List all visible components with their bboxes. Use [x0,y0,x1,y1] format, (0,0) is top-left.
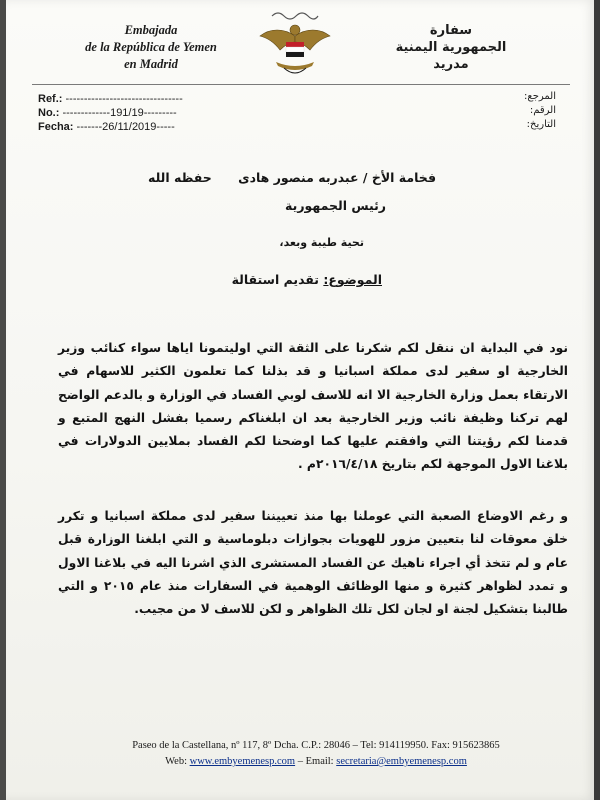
footer-contacts [106,754,526,770]
web-label: Web: [165,756,188,767]
subject-text: تقديم استقالة [231,272,319,287]
letterhead-line: en Madrid [124,57,178,71]
arabic-ref-label: المرجع: [524,91,556,102]
addressee: فخامة الأخ / عبدربه منصور هادى [238,170,436,185]
yemen-eagle-emblem-icon [254,6,336,88]
arabic-number-label: الرقم: [529,105,556,116]
email-link[interactable]: secretaria@embyemenesp.com [336,756,467,767]
ref-value: -------------------------------- [65,93,183,105]
ref-label: Ref.: [38,93,63,105]
letterhead-arabic [376,22,526,73]
footer-address: Paseo de la Castellana, nº 117, 8º Dcha. C.P.: 28046 – Tel: 914119950. Fax: 915623865 [132,740,500,751]
letterhead-line: الجمهورية اليمنية [395,40,507,55]
website-link[interactable]: www.embyemenesp.com [189,756,296,767]
background-edge [594,0,600,800]
number-label: No.: [38,107,60,119]
reference-block-spanish [38,92,183,134]
letterhead-line: سفارة [429,23,473,38]
date-label: Fecha: [38,121,74,133]
arabic-date-label: التاريخ: [526,119,556,130]
letter-page [6,0,596,800]
subject-line [232,272,382,287]
greeting: تحية طيبة وبعد، [279,236,364,249]
addressee-title: رئيس الجمهورية [285,198,386,213]
letterhead-line: مدريد [433,57,469,72]
honorific: حفظه الله [148,170,212,185]
letterhead-spanish [76,22,226,73]
header-divider [32,84,570,85]
reference-block-arabic [524,90,556,132]
body-paragraph-2: و رغم الاوضاع الصعبة التي عوملنا بها منذ تعييننا سفير لدى مملكة اسبانيا و تكرر خلق معوقات لنا بتعيين مزور للهويات بجوازات دبلوماسية و التي ابلغنا الوزارة قبل عام و لم تتخذ أي اجراء ناهيك عن الفساد المستشرى الذي اشرنا اليه في بلاغنا الاول و تمدد لظواهر كثيرة و منها الوظائف الوهمية في السفارات منذ عام ٢٠١٥ و التي طالبنا بتشكيل لجنة او لجان لكل تلك الظواهر و لكن للاسف لا من مجيب. [58,509,568,617]
letter-footer [106,738,526,770]
subject-label: الموضوع: [323,272,382,287]
letterhead-line: Embajada [124,23,178,37]
email-label: – Email: [297,756,334,767]
date-value: -------26/11/2019----- [76,121,175,133]
number-value: -------------191/19--------- [62,107,177,119]
body-paragraph-1: نود في البداية ان ننقل لكم شكرنا على الثقة التي اوليتمونا اياها سواء كنائب وزير الخارجية او سفير لدى مملكة اسبانيا و قد بذلنا كما تعلمون الكثير للاسهام في الارتقاء بعمل وزارة الخارجية الا انه للاسف لوبي الفساد في الوزارة و بالدعم الواضح لهم تركنا وظيفة نائب وزير الخارجية بعد ان ابلغناكم رسميا بفشل النهج المتبع و قدمنا لكم رؤيتنا التي وافقتم عليها كما اوضحنا لكم الفساد بملايين الدولارات في بلاغنا الاول الموجهة لكم بتاريخ ٢٠١٦/٤/١٨م . [58,341,568,472]
letterhead-line: de la República de Yemen [85,40,217,54]
